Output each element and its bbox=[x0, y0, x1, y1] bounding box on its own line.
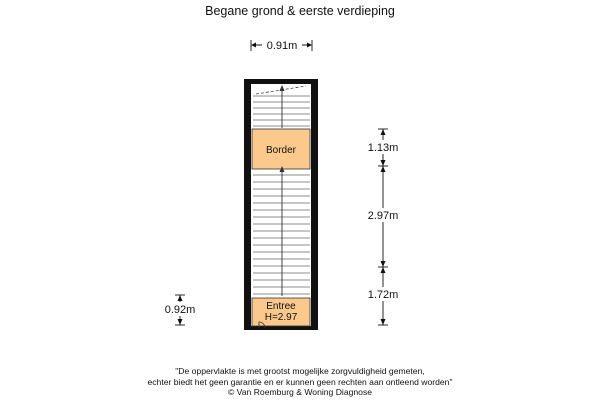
width-label: 0.91m bbox=[266, 40, 298, 52]
dim-arrow-up-icon bbox=[381, 267, 386, 273]
dim-arrow-up-icon bbox=[381, 166, 386, 172]
entrance-height-dimension-label: 0.92m bbox=[164, 304, 196, 316]
border-height-label: 1.13m bbox=[367, 142, 399, 154]
dim-arrow-down-icon bbox=[381, 261, 386, 267]
dim-arrow-up-icon bbox=[381, 129, 386, 135]
disclaimer bbox=[0, 366, 600, 398]
entrance-arrow-down-icon bbox=[178, 319, 183, 325]
entrance-arrow-up-icon bbox=[178, 295, 183, 301]
entree-room-label: Entree bbox=[266, 301, 296, 312]
dim-arrow-down-icon bbox=[381, 319, 386, 325]
dim-arrow-down-icon bbox=[381, 160, 386, 166]
width-arrow-left-icon bbox=[251, 43, 256, 48]
disclaimer-copyright: © Van Roemburg & Woning Diagnose bbox=[227, 387, 373, 397]
width-arrow-right-icon bbox=[307, 43, 312, 48]
plan-title: Begane grond & eerste verdieping bbox=[205, 4, 395, 18]
entree-height-label: H=2.97 bbox=[264, 312, 298, 323]
disclaimer-line-1: "De oppervlakte is met grootst mogelijke zorgvuldigheid gemeten, bbox=[175, 366, 425, 376]
stair-lower-label: 1.72m bbox=[367, 289, 399, 301]
border-room-label: Border bbox=[265, 145, 297, 156]
stair-upper-label: 2.97m bbox=[367, 210, 399, 222]
disclaimer-line-2: echter biedt het geen garantie en er kunnen geen rechten aan ontleend worden" bbox=[147, 376, 453, 387]
